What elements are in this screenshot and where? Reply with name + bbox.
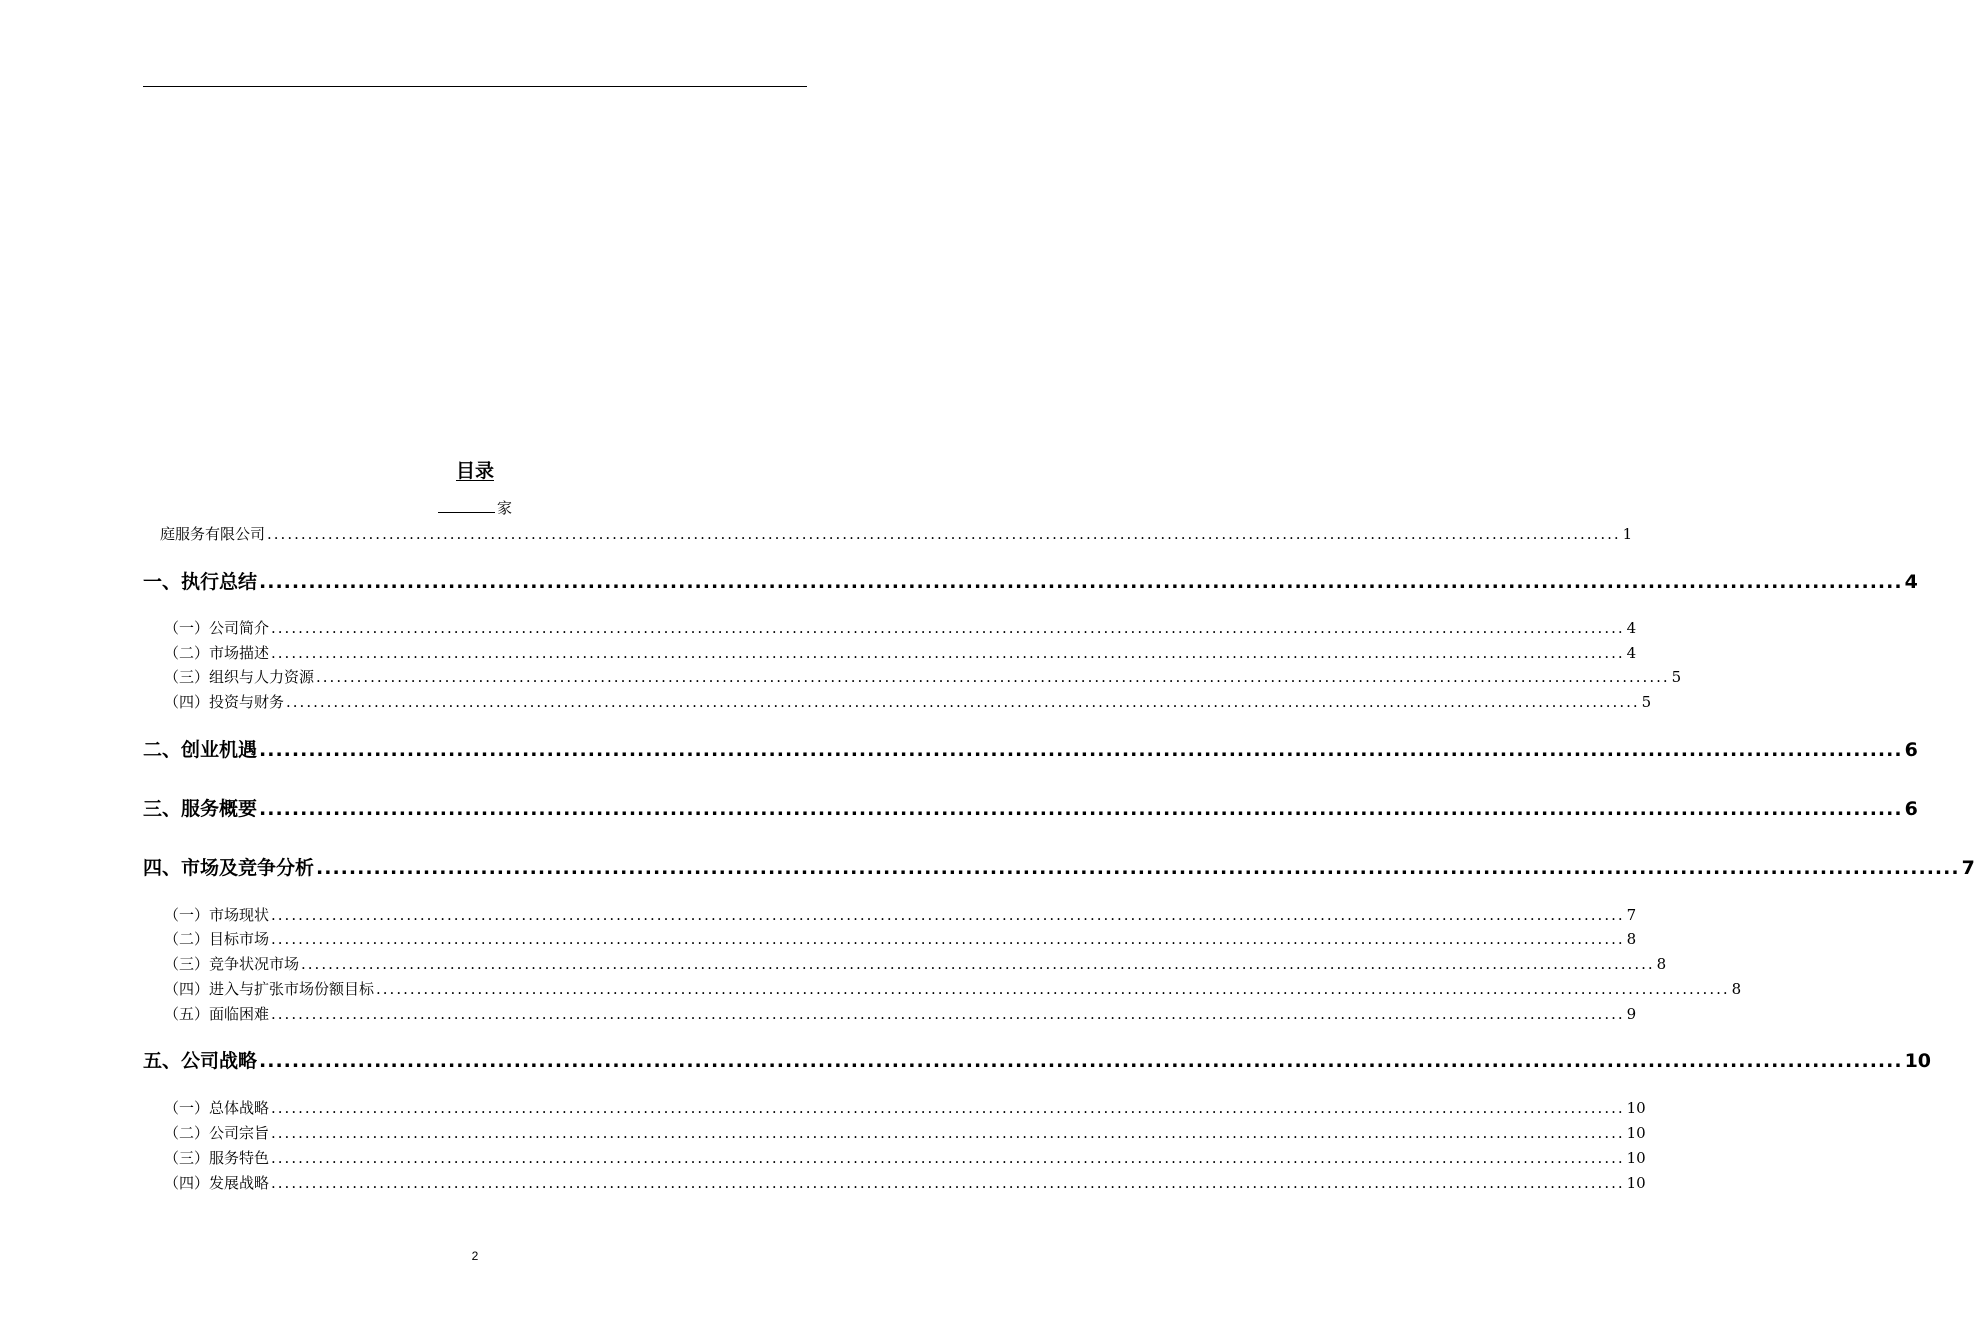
toc-entry[interactable] bbox=[164, 617, 1637, 639]
toc-entry-page: 5 bbox=[1671, 668, 1682, 686]
toc-leader-dots: ........................................................................................................................................................................................................ bbox=[286, 693, 1640, 711]
toc-entry-label: （五）面临困难 bbox=[164, 1005, 270, 1023]
toc-entry-label: （四）投资与财务 bbox=[164, 693, 285, 711]
toc-entry[interactable] bbox=[164, 953, 1667, 975]
page-number: 2 bbox=[471, 1249, 479, 1263]
toc-entry[interactable] bbox=[143, 736, 1918, 764]
toc-entry-page: 10 bbox=[1626, 1149, 1646, 1167]
toc-leader-dots: ........................................................................................................................................................................................................ bbox=[271, 1099, 1625, 1117]
toc-entry[interactable] bbox=[164, 666, 1682, 688]
toc-entry-page: 4 bbox=[1626, 619, 1637, 637]
toc-entry-page: 6 bbox=[1904, 739, 1918, 761]
toc-entry[interactable] bbox=[143, 1047, 1932, 1075]
toc-entry[interactable] bbox=[164, 1172, 1646, 1194]
toc-entry-page: 9 bbox=[1626, 1005, 1637, 1023]
toc-entry[interactable] bbox=[143, 854, 1975, 882]
toc-leader-dots: ........................................................................................................................................................................................................ bbox=[316, 857, 1960, 879]
toc-entry-label: 二、创业机遇 bbox=[143, 739, 258, 761]
toc-entry-page: 10 bbox=[1626, 1124, 1646, 1142]
toc-entry[interactable] bbox=[143, 568, 1918, 596]
toc-leader-dots: ........................................................................................................................................................................................................ bbox=[271, 1124, 1625, 1142]
toc-leader-dots: ........................................................................................................................................................................................................ bbox=[267, 525, 1621, 543]
toc-entry-page: 10 bbox=[1626, 1099, 1646, 1117]
toc-leader-dots: ........................................................................................................................................................................................................ bbox=[376, 980, 1730, 998]
company-name-line-text: 家 bbox=[496, 499, 512, 517]
toc-entry-page: 8 bbox=[1656, 955, 1667, 973]
toc-title-text: 目录 bbox=[455, 460, 494, 482]
toc-leader-dots: ........................................................................................................................................................................................................ bbox=[316, 668, 1670, 686]
toc-entry-label: 四、市场及竞争分析 bbox=[143, 857, 315, 879]
toc-entry-page: 5 bbox=[1641, 693, 1652, 711]
toc-entry-label: （二）公司宗旨 bbox=[164, 1124, 270, 1142]
toc-leader-dots: ........................................................................................................................................................................................................ bbox=[259, 1050, 1903, 1072]
toc-entry[interactable] bbox=[160, 523, 1633, 545]
toc-leader-dots: ........................................................................................................................................................................................................ bbox=[271, 619, 1625, 637]
toc-entry-label: 五、公司战略 bbox=[143, 1050, 258, 1072]
toc-entry-page: 10 bbox=[1904, 1050, 1932, 1072]
toc-leader-dots: ........................................................................................................................................................................................................ bbox=[301, 955, 1655, 973]
toc-leader-dots: ........................................................................................................................................................................................................ bbox=[259, 798, 1903, 820]
toc-entry-label: （四）发展战略 bbox=[164, 1174, 270, 1192]
toc-entry-label: （四）进入与扩张市场份额目标 bbox=[164, 980, 375, 998]
toc-entry-label: （一）市场现状 bbox=[164, 906, 270, 924]
toc-entry-page: 4 bbox=[1626, 644, 1637, 662]
toc-entry-label: （一）总体战略 bbox=[164, 1099, 270, 1117]
company-name-blank bbox=[438, 498, 495, 513]
toc-entry-page: 7 bbox=[1626, 906, 1637, 924]
toc-entry-label: 一、执行总结 bbox=[143, 571, 258, 593]
toc-entry[interactable] bbox=[164, 1147, 1646, 1169]
toc-leader-dots: ........................................................................................................................................................................................................ bbox=[271, 1005, 1625, 1023]
company-name-line bbox=[0, 497, 950, 519]
toc-entry-page: 8 bbox=[1731, 980, 1742, 998]
toc-entry[interactable] bbox=[164, 904, 1637, 926]
toc-leader-dots: ........................................................................................................................................................................................................ bbox=[271, 1149, 1625, 1167]
toc-entry-page: 4 bbox=[1904, 571, 1918, 593]
toc-entry-label: （三）组织与人力资源 bbox=[164, 668, 315, 686]
toc-entry[interactable] bbox=[164, 691, 1652, 713]
toc-entry-label: （二）市场描述 bbox=[164, 644, 270, 662]
header-rule bbox=[143, 86, 807, 87]
toc-entry-page: 6 bbox=[1904, 798, 1918, 820]
toc-leader-dots: ........................................................................................................................................................................................................ bbox=[271, 644, 1625, 662]
toc-entry-page: 8 bbox=[1626, 930, 1637, 948]
toc-entry-label: （三）竞争状况市场 bbox=[164, 955, 300, 973]
toc-entry-label: 庭服务有限公司 bbox=[160, 525, 266, 543]
toc-entry-label: （一）公司简介 bbox=[164, 619, 270, 637]
toc-leader-dots: ........................................................................................................................................................................................................ bbox=[271, 930, 1625, 948]
toc-leader-dots: ........................................................................................................................................................................................................ bbox=[271, 906, 1625, 924]
toc-entry[interactable] bbox=[164, 642, 1637, 664]
toc-entry-page: 10 bbox=[1626, 1174, 1646, 1192]
toc-entry[interactable] bbox=[164, 1097, 1646, 1119]
toc-entry[interactable] bbox=[164, 928, 1637, 950]
toc-leader-dots: ........................................................................................................................................................................................................ bbox=[259, 571, 1903, 593]
toc-entry[interactable] bbox=[164, 978, 1742, 1000]
toc-entry[interactable] bbox=[164, 1003, 1637, 1025]
toc-entry-page: 7 bbox=[1961, 857, 1975, 879]
toc-entry-label: （三）服务特色 bbox=[164, 1149, 270, 1167]
toc-leader-dots: ........................................................................................................................................................................................................ bbox=[271, 1174, 1625, 1192]
toc-entry[interactable] bbox=[164, 1122, 1646, 1144]
toc-entry-label: 三、服务概要 bbox=[143, 798, 258, 820]
toc-entry-page: 1 bbox=[1622, 525, 1633, 543]
toc-title bbox=[0, 457, 950, 485]
toc-entry-label: （二）目标市场 bbox=[164, 930, 270, 948]
toc-leader-dots: ........................................................................................................................................................................................................ bbox=[259, 739, 1903, 761]
toc-entry[interactable] bbox=[143, 795, 1918, 823]
